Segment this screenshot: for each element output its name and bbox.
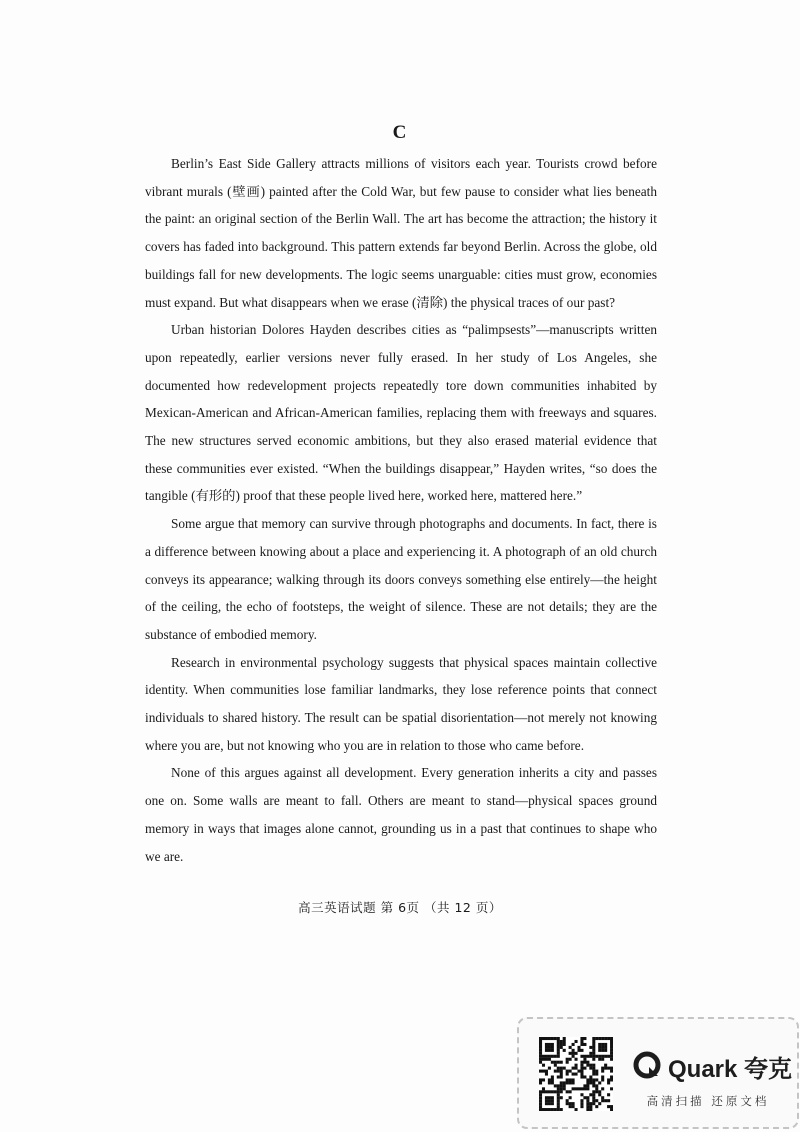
page-footer: 高三英语试题 第 6页 （共 12 页）	[298, 900, 502, 915]
paragraph-3: Some argue that memory can survive through photographs and documents. In fact, there is a difference between knowing about a place and experiencing it. A photograph of an old church conveys its appearance; walking through its doors conveys something else entirely—the height of the ceiling, the echo of footsteps, the weight of silence. These are not details; they are the substance of embodied memory.	[145, 516, 657, 642]
article-body	[145, 150, 657, 870]
brand	[632, 1047, 792, 1083]
qr-code-icon	[539, 1037, 613, 1111]
brand-name: Quark 夸克	[668, 1056, 793, 1083]
quark-logo-icon	[632, 1050, 662, 1080]
paragraph-2: Urban historian Dolores Hayden describes cities as “palimpsests”—manuscripts written upon repeatedly, earlier versions never fully erased. In her study of Los Angeles, she documented how redevelopment projects repeatedly tore down communities inhabited by Mexican-American and African-American families, replacing them with freeways and squares. The new structures served economic ambitions, but they also erased material evidence that these communities ever existed. “When the buildings disappear,” Hayden writes, “so does the tangible (有形的) proof that these people lived here, worked here, mattered here.”	[145, 322, 657, 504]
brand-tagline: 高清扫描 还原文档	[646, 1094, 770, 1108]
section-title: C	[392, 122, 408, 143]
paragraph-1: Berlin’s East Side Gallery attracts millions of visitors each year. Tourists crowd before vibrant murals (壁画) painted after the Cold War, but few pause to consider what lies beneath the paint: an original section of the Berlin Wall. The art has become the attraction; the history it covers has faded into background. This pattern extends far beyond Berlin. Across the globe, old buildings fall for new developments. The logic seems unarguable: cities must grow, economies must expand. But what disappears when we erase (清除) the physical traces of our past?	[145, 156, 657, 310]
paragraph-5: None of this argues against all development. Every generation inherits a city and passes one on. Some walls are meant to fall. Others are meant to stand—physical spaces ground memory in ways that images alone cannot, grounding us in a past that continues to shape who we are.	[145, 765, 657, 864]
paragraph-4: Research in environmental psychology suggests that physical spaces maintain collective identity. When communities lose familiar landmarks, they lose reference points that connect individuals to shared history. The result can be spatial disorientation—not merely not knowing where you are, but not knowing who you are in relation to those who came before.	[145, 654, 657, 753]
scanner-watermark	[517, 1017, 799, 1129]
